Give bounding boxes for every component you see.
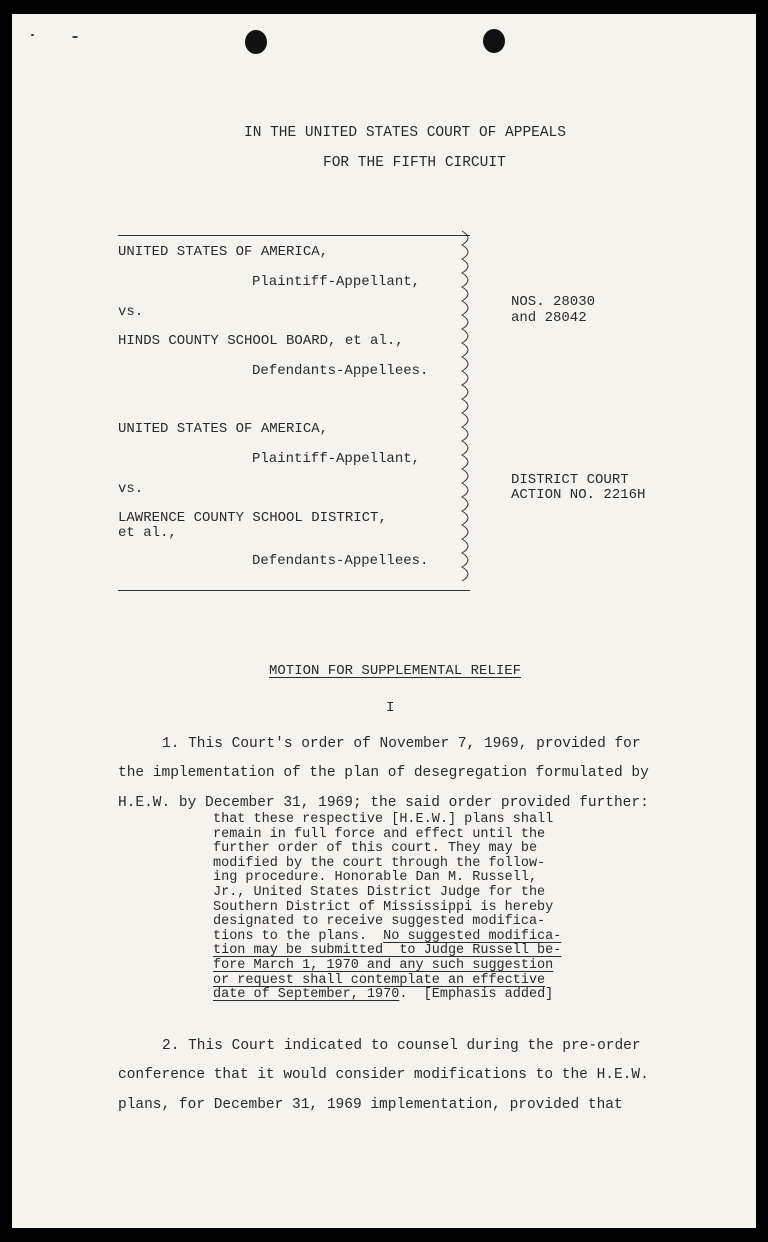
quote-line: Jr., United States District Judge for the — [213, 884, 546, 900]
case2-plaintiff: UNITED STATES OF AMERICA, — [118, 421, 329, 437]
quote-line: designated to receive suggested modifica- — [213, 914, 546, 930]
case1-defendant-role: Defendants-Appellees. — [252, 363, 429, 379]
quote-emphasis: No suggested modifica- — [383, 928, 562, 944]
district-action-number: ACTION NO. 2216H — [511, 487, 646, 503]
block-quote — [213, 813, 613, 1003]
quote-emphasis-line: fore March 1, 1970 and any such suggestion — [213, 957, 554, 973]
speck-mark — [31, 34, 34, 36]
punch-hole-right — [483, 29, 505, 53]
paragraph-1-line: the implementation of the plan of desegregation formulated by — [118, 765, 649, 781]
quote-line: ing procedure. Honorable Dan M. Russell, — [213, 870, 538, 886]
section-number: I — [386, 700, 395, 716]
case2-defendant-cont: et al., — [118, 525, 177, 541]
quote-line: that these respective [H.E.W.] plans shall — [213, 812, 554, 827]
case1-plaintiff-role: Plaintiff-Appellant, — [252, 274, 421, 290]
docket-numbers: NOS. 28030 — [511, 294, 596, 310]
quote-emphasis-line: tion may be submitted to Judge Russell be- — [213, 943, 562, 959]
quote-line: Southern District of Mississippi is hereby — [213, 899, 554, 915]
paragraph-2-line: plans, for December 31, 1969 implementation, provided that — [118, 1097, 623, 1113]
quote-line: remain in full force and effect until the — [213, 826, 546, 842]
case2-defendant: LAWRENCE COUNTY SCHOOL DISTRICT, — [118, 510, 387, 526]
docket-numbers-cont: and 28042 — [511, 310, 587, 326]
case1-plaintiff: UNITED STATES OF AMERICA, — [118, 244, 329, 260]
quote-emphasis-line: or request shall contemplate an effective — [213, 972, 546, 988]
quote-line: further order of this court. They may be — [213, 841, 538, 857]
paragraph-1-line: H.E.W. by December 31, 1969; the said order provided further: — [118, 795, 649, 811]
caption-bottom-rule — [118, 590, 470, 591]
quote-emphasis: date of September, 1970 — [213, 987, 400, 1003]
quote-text: tions to the plans. — [213, 928, 384, 944]
caption-top-rule — [118, 235, 470, 236]
quote-line — [213, 930, 613, 945]
motion-title: MOTION FOR SUPPLEMENTAL RELIEF — [269, 663, 522, 679]
case2-defendant-role: Defendants-Appellees. — [252, 553, 429, 569]
case2-vs: vs. — [118, 481, 144, 497]
paragraph-2-line: 2. This Court indicated to counsel during the pre-order — [162, 1038, 641, 1054]
speck-mark — [72, 36, 78, 38]
punch-hole-left — [245, 30, 267, 54]
district-court-label: DISTRICT COURT — [511, 472, 629, 488]
circuit-name: FOR THE FIFTH CIRCUIT — [323, 155, 506, 171]
quote-line: modified by the court through the follow- — [213, 855, 546, 871]
case1-defendant: HINDS COUNTY SCHOOL BOARD, et al., — [118, 333, 404, 349]
quote-text: . [Emphasis added] — [399, 987, 554, 1003]
quote-line — [213, 988, 613, 1003]
paragraph-1-line: 1. This Court's order of November 7, 1969, provided for — [162, 736, 641, 752]
paragraph-2-line: conference that it would consider modifications to the H.E.W. — [118, 1067, 649, 1083]
court-name: IN THE UNITED STATES COURT OF APPEALS — [244, 125, 566, 141]
case1-vs: vs. — [118, 304, 144, 320]
case2-plaintiff-role: Plaintiff-Appellant, — [252, 451, 421, 467]
caption-brace — [452, 227, 482, 593]
